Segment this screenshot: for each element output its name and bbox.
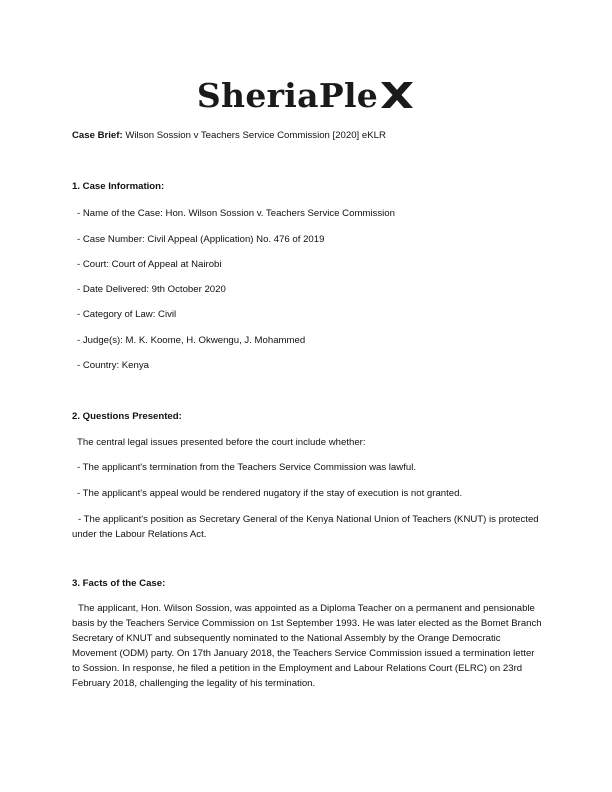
case-info-item: - Case Number: Civil Appeal (Application) No. 476 of 2019 xyxy=(77,234,325,245)
section-heading-facts: 3. Facts of the Case: xyxy=(72,578,166,589)
case-info-item: - Category of Law: Civil xyxy=(77,309,177,320)
logo-text: SheriaPle xyxy=(196,76,379,115)
section-heading-questions-presented: 2. Questions Presented: xyxy=(72,411,182,422)
sheriaplex-logo xyxy=(0,76,612,115)
facts-paragraph: The applicant, Hon. Wilson Sossion, was appointed as a Diploma Teacher on a permanent and pensionable basis by the Teachers Service Commission on 1st September 1993. He was later elected as the Bomet Branch Secretary of KNUT and subsequently nominated to the National Assembly by the Orange Democratic Movement (ODM) party. On 17th January 2018, the Teachers Service Commission issued a termination letter to Sossion. In response, he filed a petition in the Employment and Labour Relations Court (ELRC) on 23rd February 2018, challenging the legality of his termination. xyxy=(72,603,542,689)
case-brief-title: Wilson Sossion v Teachers Service Commission [2020] eKLR xyxy=(125,130,386,141)
logo-wordmark xyxy=(196,76,415,115)
case-info-item: - Court: Court of Appeal at Nairobi xyxy=(77,259,222,270)
case-info-item: - Judge(s): M. K. Koome, H. Okwengu, J. Mohammed xyxy=(77,335,306,346)
case-info-item: - Name of the Case: Hon. Wilson Sossion v. Teachers Service Commission xyxy=(77,208,395,219)
case-brief-label: Case Brief: xyxy=(72,130,123,141)
question-item: - The applicant's termination from the Teachers Service Commission was lawful. xyxy=(77,462,416,473)
case-info-item: - Date Delivered: 9th October 2020 xyxy=(77,284,226,295)
case-brief-line xyxy=(72,129,386,143)
section-heading-case-information: 1. Case Information: xyxy=(72,181,165,192)
questions-intro: The central legal issues presented before the court include whether: xyxy=(77,437,366,448)
question-item: - The applicant's appeal would be rendered nugatory if the stay of execution is not granted. xyxy=(77,488,463,499)
logo-x-icon xyxy=(379,78,415,112)
case-info-item: - Country: Kenya xyxy=(77,360,149,371)
question-item: - The applicant's position as Secretary General of the Kenya National Union of Teachers (KNUT) is protected under the Labour Relations Act. xyxy=(72,514,539,540)
